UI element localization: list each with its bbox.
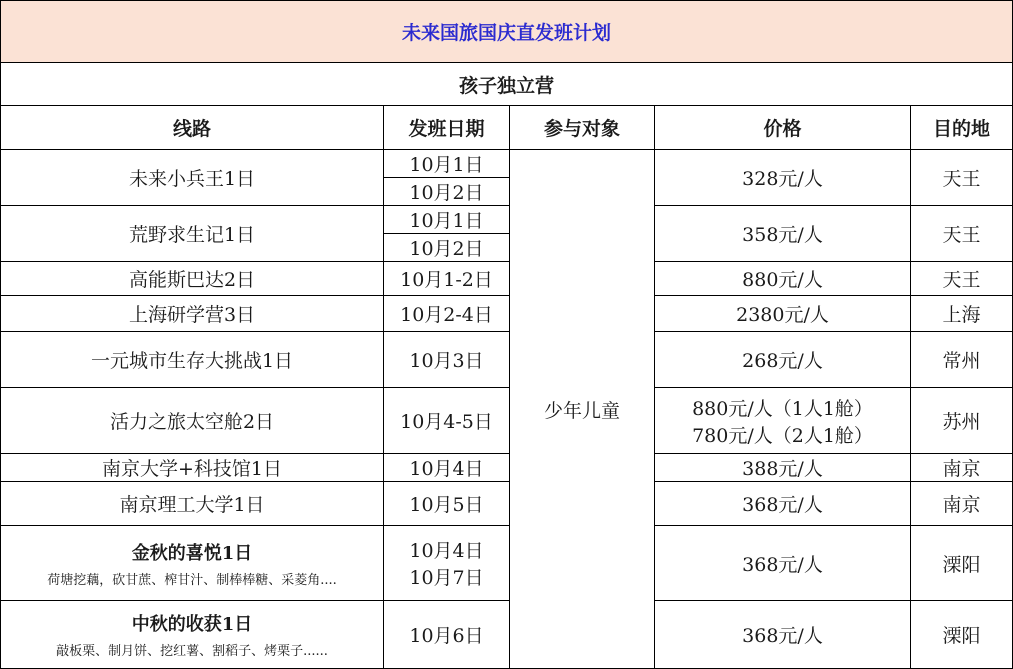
destination-cell: 南京	[911, 482, 1013, 526]
date-cell: 10月3日	[384, 332, 510, 388]
table-row	[1, 332, 1013, 388]
route-cell: 上海研学营3日	[1, 296, 384, 332]
destination-cell: 天王	[911, 206, 1013, 262]
price-cell: 880元/人	[655, 262, 911, 296]
date-cell: 10月2日	[384, 178, 510, 206]
route-cell	[1, 526, 384, 601]
date-cell: 10月6日	[384, 601, 510, 669]
route-description: 荷塘挖藕，砍甘蔗、榨甘汁、制棒棒糖、采菱角....	[47, 572, 337, 588]
header-date: 发班日期	[384, 106, 510, 150]
price-cell: 388元/人	[655, 454, 911, 482]
header-audience: 参与对象	[510, 106, 655, 150]
price-cell: 328元/人	[655, 150, 911, 206]
section-subtitle: 孩子独立营	[1, 63, 1013, 106]
audience-cell: 少年儿童	[510, 150, 655, 669]
destination-cell: 苏州	[911, 388, 1013, 454]
destination-cell: 天王	[911, 262, 1013, 296]
date-cell	[384, 526, 510, 601]
date-line: 10月7日	[409, 567, 484, 589]
table-row	[1, 388, 1013, 454]
route-cell: 南京理工大学1日	[1, 482, 384, 526]
route-description: 敲板栗、制月饼、挖红薯、割稻子、烤栗子......	[56, 644, 328, 659]
price-cell	[655, 388, 911, 454]
table-row	[1, 601, 1013, 669]
date-cell: 10月4日	[384, 454, 510, 482]
route-cell: 南京大学+科技馆1日	[1, 454, 384, 482]
price-cell: 368元/人	[655, 482, 911, 526]
price-cell: 268元/人	[655, 332, 911, 388]
date-cell: 10月2-4日	[384, 296, 510, 332]
route-cell: 未来小兵王1日	[1, 150, 384, 206]
table-row	[1, 296, 1013, 332]
route-cell: 一元城市生存大挑战1日	[1, 332, 384, 388]
header-price: 价格	[655, 106, 911, 150]
price-cell: 358元/人	[655, 206, 911, 262]
table-row	[1, 206, 1013, 234]
route-cell: 荒野求生记1日	[1, 206, 384, 262]
route-cell: 高能斯巴达2日	[1, 262, 384, 296]
destination-cell: 溧阳	[911, 601, 1013, 669]
table-row	[1, 150, 1013, 178]
date-cell: 10月1日	[384, 150, 510, 178]
table-row	[1, 482, 1013, 526]
date-cell: 10月5日	[384, 482, 510, 526]
date-cell: 10月1-2日	[384, 262, 510, 296]
destination-cell: 上海	[911, 296, 1013, 332]
price-cell: 368元/人	[655, 601, 911, 669]
price-line: 780元/人（2人1舱）	[692, 424, 873, 447]
header-destination: 目的地	[911, 106, 1013, 150]
table-row	[1, 262, 1013, 296]
date-cell: 10月1日	[384, 206, 510, 234]
price-cell: 368元/人	[655, 526, 911, 601]
date-line: 10月4日	[409, 540, 484, 562]
table-row	[1, 454, 1013, 482]
price-line: 880元/人（1人1舱）	[692, 397, 873, 420]
route-name: 中秋的收获1日	[131, 614, 253, 635]
destination-cell: 常州	[911, 332, 1013, 388]
destination-cell: 南京	[911, 454, 1013, 482]
date-cell: 10月2日	[384, 234, 510, 262]
route-cell	[1, 601, 384, 669]
route-name: 金秋的喜悦1日	[131, 542, 253, 564]
destination-cell: 天王	[911, 150, 1013, 206]
table-row	[1, 526, 1013, 601]
date-cell: 10月4-5日	[384, 388, 510, 454]
destination-cell: 溧阳	[911, 526, 1013, 601]
route-cell: 活力之旅太空舱2日	[1, 388, 384, 454]
header-route: 线路	[1, 106, 384, 150]
page-title: 未来国旅国庆直发班计划	[1, 1, 1013, 63]
price-cell: 2380元/人	[655, 296, 911, 332]
